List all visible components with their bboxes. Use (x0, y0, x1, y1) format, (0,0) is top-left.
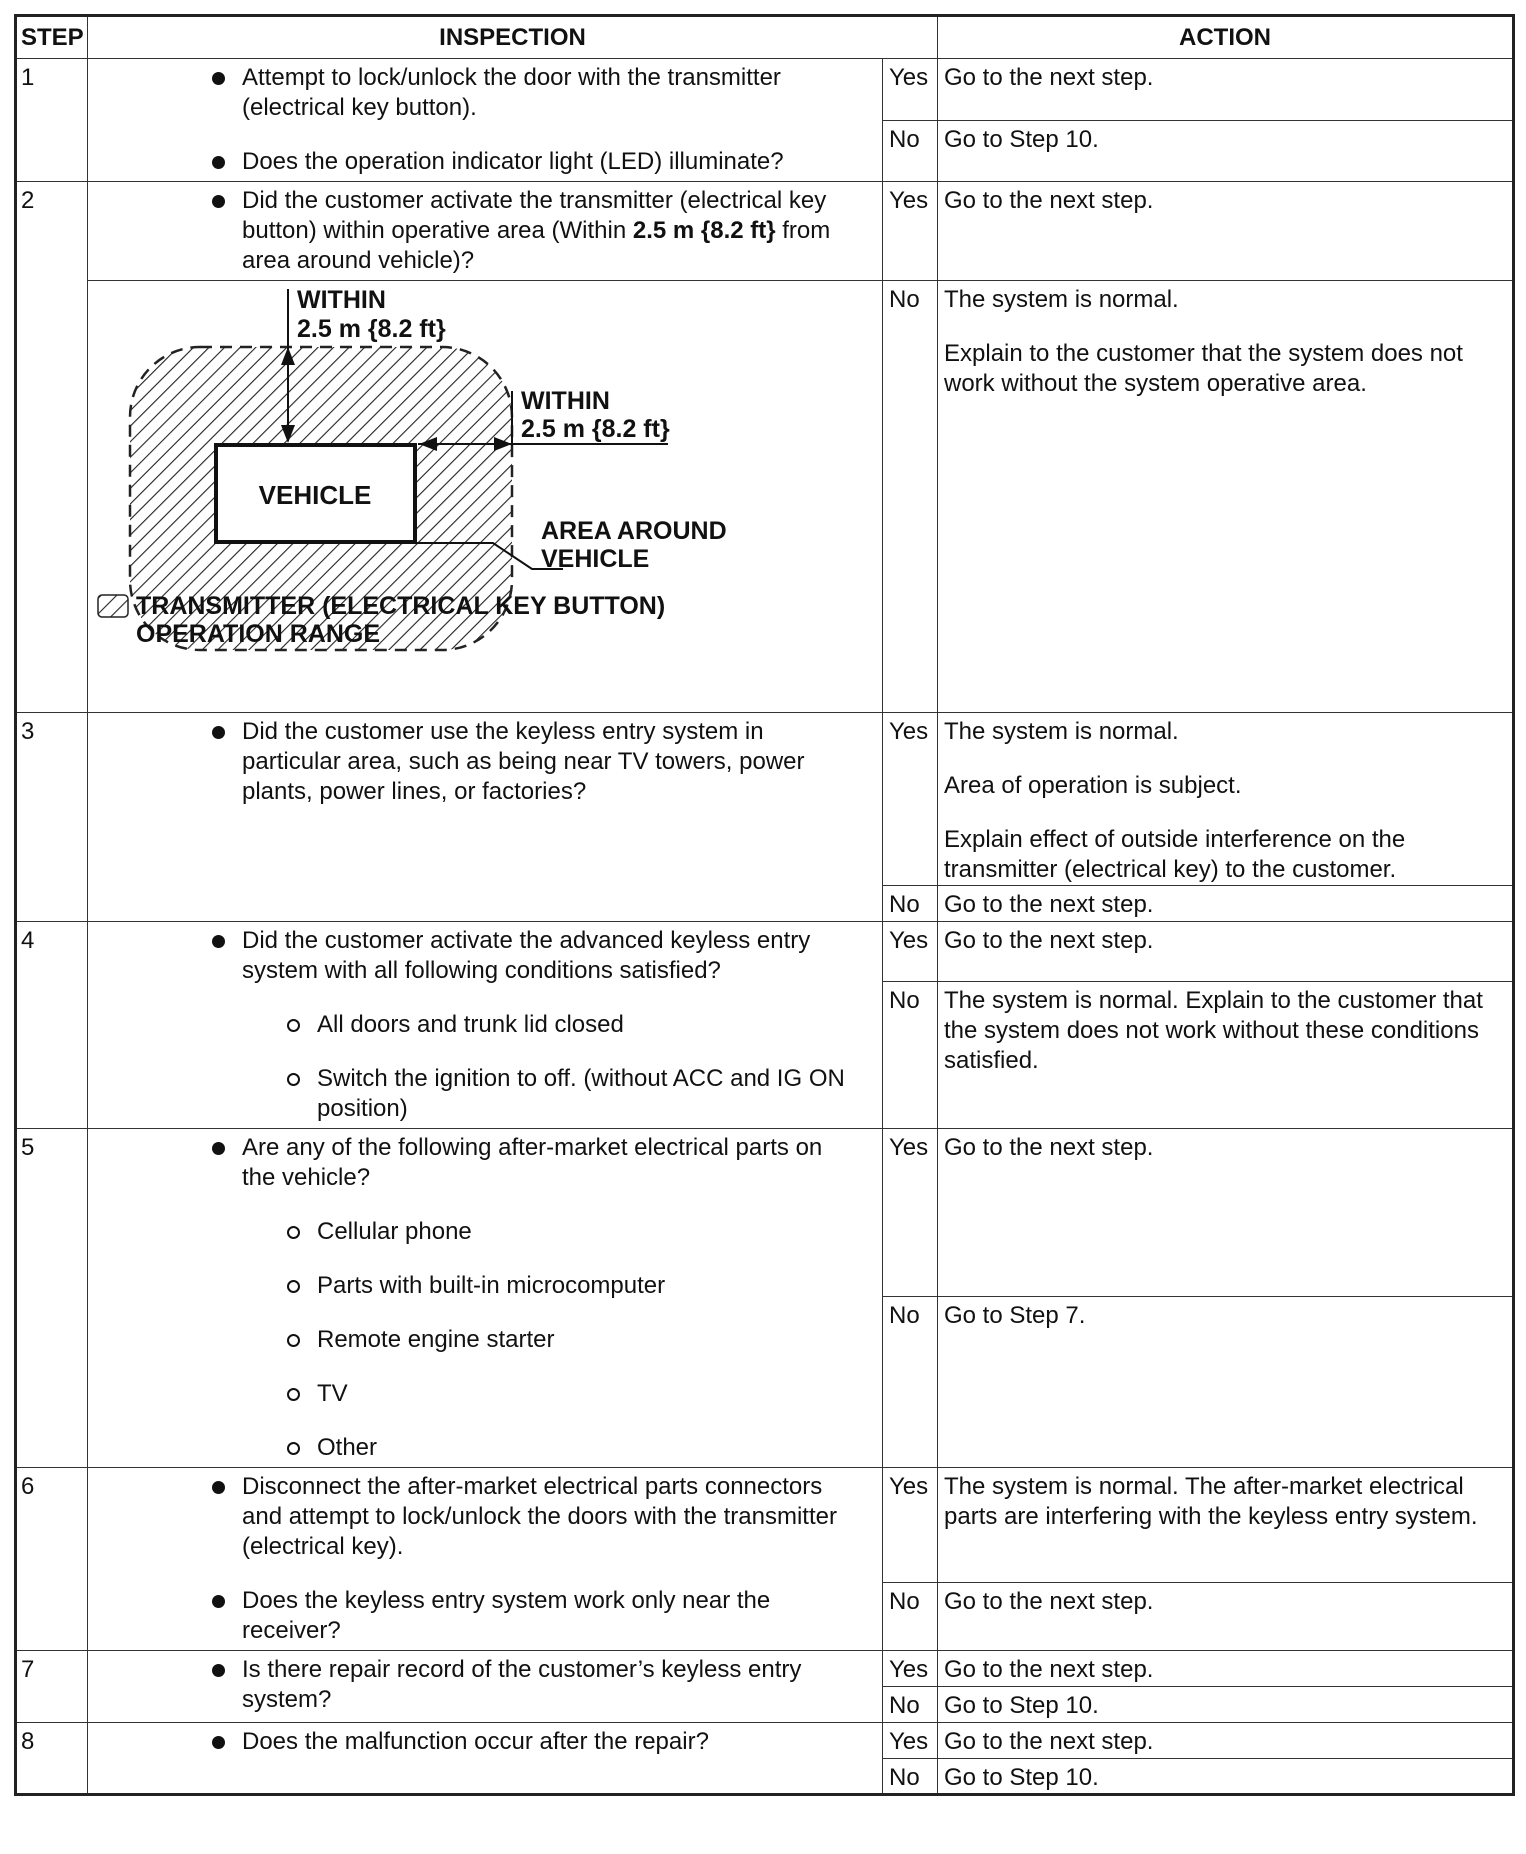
yes-label: Yes (883, 922, 938, 982)
step-5-row-yes (16, 1129, 1514, 1297)
step-5-yes-action: Go to the next step. (938, 1129, 1514, 1297)
step-number: 2 (16, 182, 88, 713)
step-3-no-action: Go to the next step. (938, 886, 1514, 922)
action-text: The system is normal. (944, 718, 1179, 745)
part-item: TV (88, 1379, 858, 1409)
distance-label-top: 2.5 m {8.2 ft} (297, 315, 446, 343)
step-4-no-action: The system is normal. Explain to the customer that the system does not work without these conditions satisfied. (938, 981, 1514, 1128)
part-item: Parts with built-in microcomputer (88, 1271, 858, 1301)
inspection-bullet (88, 926, 858, 1124)
inspection-bullet (88, 1133, 858, 1463)
within-label-top: WITHIN (297, 286, 386, 314)
step-2-yes-action: Go to the next step. (938, 182, 1514, 281)
step-6-inspection (88, 1468, 883, 1651)
inspection-bullet: Does the malfunction occur after the repair? (88, 1727, 858, 1757)
no-label: No (883, 121, 938, 182)
inspection-header: INSPECTION (88, 16, 938, 59)
step-6-yes-action: The system is normal. The after-market electrical parts are interfering with the keyless entry system. (938, 1468, 1514, 1583)
yes-label: Yes (883, 182, 938, 281)
step-7-inspection (88, 1651, 883, 1723)
yes-label: Yes (883, 1723, 938, 1759)
step-4-row-yes (16, 922, 1514, 982)
no-label: No (883, 1687, 938, 1723)
step-number: 5 (16, 1129, 88, 1468)
step-3-inspection (88, 713, 883, 922)
step-7-row-yes (16, 1651, 1514, 1687)
step-1-row-yes (16, 59, 1514, 121)
step-8-row-yes (16, 1723, 1514, 1759)
yes-label: Yes (883, 1468, 938, 1583)
yes-label: Yes (883, 1129, 938, 1297)
inspection-bullet: Is there repair record of the customer’s keyless entry system? (88, 1655, 858, 1715)
step-number: 1 (16, 59, 88, 182)
part-item: Cellular phone (88, 1217, 858, 1247)
step-1-no-action: Go to Step 10. (938, 121, 1514, 182)
no-label: No (883, 281, 938, 713)
step-2-row-no (16, 281, 1514, 713)
step-7-no-action: Go to Step 10. (938, 1687, 1514, 1723)
within-label-right: WITHIN (521, 387, 610, 415)
legend-hatch-swatch (98, 595, 128, 617)
no-label: No (883, 1759, 938, 1795)
legend-label-line1: TRANSMITTER (ELECTRICAL KEY BUTTON) (136, 592, 666, 620)
question-text: from area around vehicle)? (242, 217, 831, 274)
action-text: Area of operation is subject. (944, 772, 1242, 799)
header-row (16, 16, 1514, 59)
step-8-inspection (88, 1723, 883, 1795)
diagnostic-table (14, 14, 1515, 1796)
part-item: Other (88, 1433, 858, 1463)
condition-item: Switch the ignition to off. (without ACC and IG ON position) (88, 1064, 858, 1124)
operation-range-diagram-cell (88, 281, 883, 713)
action-header: ACTION (938, 16, 1514, 59)
step-4-yes-action: Go to the next step. (938, 922, 1514, 982)
action-text: Explain to the customer that the system does not work without the system operative area. (944, 340, 1463, 397)
part-item: Remote engine starter (88, 1325, 858, 1355)
area-label-line2: VEHICLE (541, 545, 650, 573)
inspection-bullet: Attempt to lock/unlock the door with the transmitter (electrical key button). (88, 63, 858, 123)
step-3-row-yes (16, 713, 1514, 886)
inspection-bullet: Did the customer use the keyless entry system in particular area, such as being near TV towers, power plants, power lines, or factories? (88, 717, 858, 807)
question-text: Are any of the following after-market electrical parts on the vehicle? (242, 1134, 823, 1191)
no-label: No (883, 981, 938, 1128)
step-8-yes-action: Go to the next step. (938, 1723, 1514, 1759)
area-label-line1: AREA AROUND (541, 517, 727, 545)
question-text: Did the customer activate the transmitter (electrical key button) within operative area (Within (242, 187, 827, 244)
inspection-bullet: Does the operation indicator light (LED) illuminate? (88, 147, 858, 177)
step-2-no-action (938, 281, 1514, 713)
step-3-yes-action (938, 713, 1514, 886)
step-number: 8 (16, 1723, 88, 1795)
step-6-no-action: Go to the next step. (938, 1582, 1514, 1650)
no-label: No (883, 1582, 938, 1650)
vehicle-label: VEHICLE (258, 480, 372, 510)
yes-label: Yes (883, 59, 938, 121)
step-6-row-yes (16, 1468, 1514, 1583)
inspection-bullet: Does the keyless entry system work only near the receiver? (88, 1586, 858, 1646)
step-header: STEP (16, 16, 88, 59)
action-text: Explain effect of outside interference on the transmitter (electrical key) to the customer. (944, 826, 1406, 883)
step-1-inspection (88, 59, 883, 182)
step-number: 3 (16, 713, 88, 922)
operation-range-diagram (88, 281, 883, 711)
step-number: 6 (16, 1468, 88, 1651)
inspection-bullet: Disconnect the after-market electrical parts connectors and attempt to lock/unlock the doors with the transmitter (electrical key). (88, 1472, 858, 1562)
action-text: The system is normal. (944, 286, 1179, 313)
step-number: 4 (16, 922, 88, 1129)
yes-label: Yes (883, 713, 938, 886)
distance-label-right: 2.5 m {8.2 ft} (521, 415, 670, 443)
step-5-inspection (88, 1129, 883, 1468)
step-2-inspection (88, 182, 883, 281)
step-1-yes-action: Go to the next step. (938, 59, 1514, 121)
step-4-inspection (88, 922, 883, 1129)
step-7-yes-action: Go to the next step. (938, 1651, 1514, 1687)
question-text: Did the customer activate the advanced keyless entry system with all following conditions satisfied? (242, 927, 811, 984)
step-8-no-action: Go to Step 10. (938, 1759, 1514, 1795)
distance-bold: 2.5 m {8.2 ft} (632, 217, 776, 244)
step-5-no-action: Go to Step 7. (938, 1297, 1514, 1468)
step-number: 7 (16, 1651, 88, 1723)
legend-label-line2: OPERATION RANGE (136, 620, 380, 648)
step-2-row-yes (16, 182, 1514, 281)
no-label: No (883, 886, 938, 922)
yes-label: Yes (883, 1651, 938, 1687)
inspection-bullet (88, 186, 858, 276)
condition-item: All doors and trunk lid closed (88, 1010, 858, 1040)
troubleshooting-sheet (14, 14, 1512, 1840)
no-label: No (883, 1297, 938, 1468)
